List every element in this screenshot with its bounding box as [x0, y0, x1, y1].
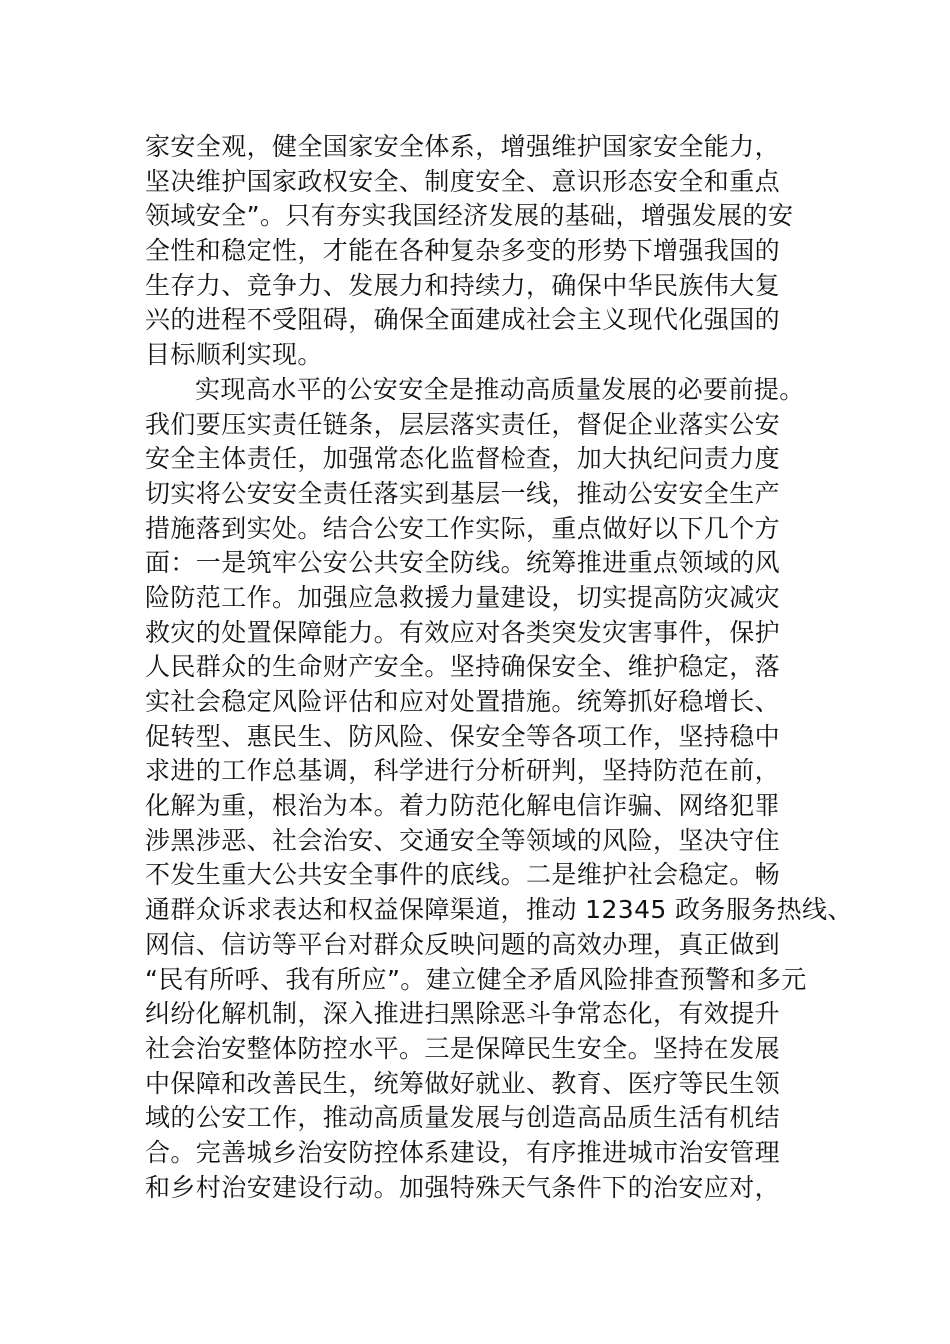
text-line: 兴的进程不受阻碍，确保全面建成社会主义现代化强国的 [145, 305, 781, 335]
text-line: “民有所呼、我有所应”。建立健全矛盾风险排查预警和多元 [145, 964, 807, 994]
text-line: 面：一是筑牢公安公共安全防线。统筹推进重点领域的风 [145, 548, 781, 578]
text-line: 措施落到实处。结合公安工作实际，重点做好以下几个方 [145, 513, 781, 543]
text-line: 涉黑涉恶、社会治安、交通安全等领域的风险，坚决守住 [145, 825, 781, 855]
text-line: 救灾的处置保障能力。有效应对各类突发灾害事件，保护 [145, 617, 781, 647]
text-line: 求进的工作总基调，科学进行分析研判，坚持防范在前， [145, 756, 781, 786]
text-line: 坚决维护国家政权安全、制度安全、意识形态安全和重点 [145, 166, 781, 196]
text-line: 通群众诉求表达和权益保障渠道，推动 12345 政务服务热线、 [145, 895, 853, 925]
text-line: 全性和稳定性，才能在各种复杂多变的形势下增强我国的 [145, 236, 781, 266]
text-line: 我们要压实责任链条，层层落实责任，督促企业落实公安 [145, 409, 781, 439]
text-line: 合。完善城乡治安防控体系建设，有序推进城市治安管理 [145, 1137, 781, 1167]
text-line: 领域安全”。只有夯实我国经济发展的基础，增强发展的安 [145, 201, 794, 231]
text-line: 社会治安整体防控水平。三是保障民生安全。坚持在发展 [145, 1033, 781, 1063]
text-line: 安全主体责任，加强常态化监督检查，加大执纪问责力度 [145, 444, 781, 474]
text-line: 域的公安工作，推动高质量发展与创造高品质生活有机结 [145, 1103, 781, 1133]
text-line: 目标顺利实现。 [145, 340, 323, 370]
text-line: 实社会稳定风险评估和应对处置措施。统筹抓好稳增长、 [145, 687, 781, 716]
text-line: 家安全观，健全国家安全体系，增强维护国家安全能力， [145, 132, 781, 161]
text-line: 人民群众的生命财产安全。坚持确保安全、维护稳定，落 [145, 652, 781, 682]
text-line: 险防范工作。加强应急救援力量建设，切实提高防灾减灾 [145, 582, 781, 612]
text-line: 切实将公安安全责任落实到基层一线，推动公安安全生产 [145, 478, 781, 508]
text-line: 和乡村治安建设行动。加强特殊天气条件下的治安应对， [145, 1172, 781, 1202]
body-text [145, 130, 853, 1205]
text-line: 网信、信访等平台对群众反映问题的高效办理，真正做到 [145, 929, 781, 959]
text-line: 促转型、惠民生、防风险、保安全等各项工作，坚持稳中 [145, 721, 781, 751]
paragraph-start-line: 实现高水平的公安安全是推动高质量发展的必要前提。 [195, 374, 805, 404]
text-line: 化解为重，根治为本。着力防范化解电信诈骗、网络犯罪 [145, 791, 781, 821]
text-line: 生存力、竞争力、发展力和持续力，确保中华民族伟大复 [145, 270, 781, 300]
text-line: 中保障和改善民生，统筹做好就业、教育、医疗等民生领 [145, 1068, 781, 1098]
text-line: 不发生重大公共安全事件的底线。二是维护社会稳定。畅 [145, 860, 781, 890]
text-line: 纠纷化解机制，深入推进扫黑除恶斗争常态化，有效提升 [145, 999, 781, 1029]
